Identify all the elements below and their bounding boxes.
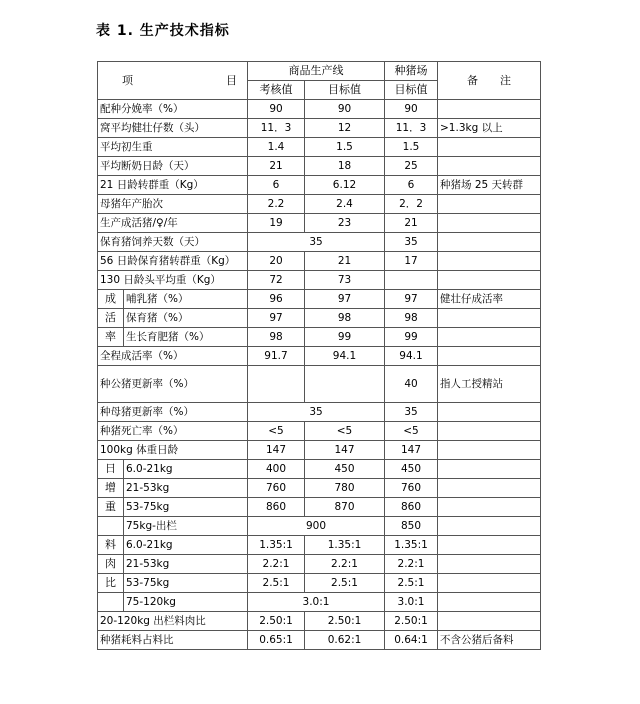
group-side-label: [98, 593, 124, 612]
table-row: [98, 100, 541, 119]
target-value-cell: [305, 366, 385, 403]
group-side-label: 料: [98, 536, 124, 555]
assess-value-cell: 11．3: [248, 119, 305, 138]
notes-cell: [438, 574, 541, 593]
target-value-cell: 1.35:1: [305, 536, 385, 555]
header-row-1: [98, 62, 541, 81]
row-label: 窝平均健壮仔数（头）: [98, 119, 248, 138]
target-value-cell: 450: [305, 460, 385, 479]
notes-cell: [438, 555, 541, 574]
breed-target-cell: 97: [385, 290, 438, 309]
target-value-cell: 98: [305, 309, 385, 328]
row-label: 21-53kg: [124, 479, 248, 498]
merged-value-cell: 900: [248, 517, 385, 536]
target-value-cell: 97: [305, 290, 385, 309]
group-side-label: 肉: [98, 555, 124, 574]
row-label: 平均断奶日龄（天）: [98, 157, 248, 176]
notes-header: 备 注: [438, 62, 541, 100]
table-row: [98, 498, 541, 517]
target-value-cell: 12: [305, 119, 385, 138]
row-label: 75-120kg: [124, 593, 248, 612]
breed-target-cell: 94.1: [385, 347, 438, 366]
table-row: [98, 555, 541, 574]
table-row: [98, 309, 541, 328]
table-row: [98, 233, 541, 252]
target-value-cell: 1.5: [305, 138, 385, 157]
notes-cell: [438, 347, 541, 366]
row-label: 种猪死亡率（%）: [98, 422, 248, 441]
notes-cell: [438, 517, 541, 536]
table-row: [98, 176, 541, 195]
breed-target-cell: 3.0:1: [385, 593, 438, 612]
table-row: [98, 271, 541, 290]
notes-cell: [438, 233, 541, 252]
target-value-cell: 90: [305, 100, 385, 119]
breed-target-cell: 1.35:1: [385, 536, 438, 555]
breed-target-cell: 2.50:1: [385, 612, 438, 631]
assess-value-header: 考核值: [248, 81, 305, 100]
target-value-cell: 94.1: [305, 347, 385, 366]
breed-target-cell: 90: [385, 100, 438, 119]
row-label: 生长育肥猪（%）: [124, 328, 248, 347]
row-label: 6.0-21kg: [124, 460, 248, 479]
notes-cell: [438, 271, 541, 290]
assess-value-cell: 860: [248, 498, 305, 517]
assess-value-cell: 91.7: [248, 347, 305, 366]
target-value-cell: 21: [305, 252, 385, 271]
row-label: 种公猪更新率（%）: [98, 366, 248, 403]
notes-cell: [438, 100, 541, 119]
target-value-cell: 870: [305, 498, 385, 517]
notes-cell: [438, 214, 541, 233]
row-label: 100kg 体重日龄: [98, 441, 248, 460]
notes-cell: >1.3kg 以上: [438, 119, 541, 138]
breed-target-cell: 2.2:1: [385, 555, 438, 574]
breeding-farm-header: 种猪场: [385, 62, 438, 81]
merged-value-cell: 35: [248, 403, 385, 422]
row-label: 全程成活率（%）: [98, 347, 248, 366]
assess-value-cell: 1.4: [248, 138, 305, 157]
notes-cell: [438, 403, 541, 422]
row-label: 母猪年产胎次: [98, 195, 248, 214]
target-value-header: 目标值: [305, 81, 385, 100]
table-title: 表 1. 生产技术指标: [96, 23, 230, 39]
group-side-label: 重: [98, 498, 124, 517]
breed-target-cell: 99: [385, 328, 438, 347]
commercial-line-header: 商品生产线: [248, 62, 385, 81]
assess-value-cell: 6: [248, 176, 305, 195]
breed-target-cell: 450: [385, 460, 438, 479]
table-row: [98, 441, 541, 460]
target-value-cell: 2.4: [305, 195, 385, 214]
table-row: [98, 119, 541, 138]
assess-value-cell: 90: [248, 100, 305, 119]
target-value-cell: 0.62:1: [305, 631, 385, 650]
table-row: [98, 138, 541, 157]
table-row: [98, 214, 541, 233]
target-value-cell: 2.2:1: [305, 555, 385, 574]
notes-cell: 指人工授精站: [438, 366, 541, 403]
assess-value-cell: 2.5:1: [248, 574, 305, 593]
notes-cell: [438, 498, 541, 517]
assess-value-cell: 400: [248, 460, 305, 479]
target-value-cell: 23: [305, 214, 385, 233]
table-row: [98, 347, 541, 366]
notes-cell: [438, 593, 541, 612]
item-header: [98, 62, 248, 100]
table-row: [98, 403, 541, 422]
breed-target-cell: 35: [385, 233, 438, 252]
row-label: 保育猪饲养天数（天）: [98, 233, 248, 252]
group-side-label: 增: [98, 479, 124, 498]
target-value-cell: 99: [305, 328, 385, 347]
merged-value-cell: 3.0:1: [248, 593, 385, 612]
table-row: [98, 593, 541, 612]
row-label: 配种分娩率（%）: [98, 100, 248, 119]
breed-target-cell: 21: [385, 214, 438, 233]
notes-cell: [438, 309, 541, 328]
row-label: 保育猪（%）: [124, 309, 248, 328]
notes-cell: [438, 138, 541, 157]
table-row: [98, 631, 541, 650]
merged-value-cell: 35: [248, 233, 385, 252]
target-value-cell: 18: [305, 157, 385, 176]
table-row: [98, 479, 541, 498]
assess-value-cell: [248, 366, 305, 403]
assess-value-cell: 97: [248, 309, 305, 328]
row-label: 20-120kg 出栏料肉比: [98, 612, 248, 631]
table-row: [98, 422, 541, 441]
notes-cell: 种猪场 25 天转群: [438, 176, 541, 195]
notes-cell: [438, 612, 541, 631]
table-row: [98, 366, 541, 403]
target-value-cell: <5: [305, 422, 385, 441]
notes-cell: [438, 252, 541, 271]
breed-target-cell: 98: [385, 309, 438, 328]
target-value-cell: 6.12: [305, 176, 385, 195]
table-row: [98, 460, 541, 479]
breed-target-cell: 40: [385, 366, 438, 403]
target-value-cell: 780: [305, 479, 385, 498]
breed-target-cell: 35: [385, 403, 438, 422]
table-row: [98, 252, 541, 271]
group-side-label: [98, 517, 124, 536]
item-header-right: 目: [226, 73, 237, 87]
table-row: [98, 195, 541, 214]
notes-cell: [438, 441, 541, 460]
assess-value-cell: 2.2: [248, 195, 305, 214]
notes-cell: [438, 536, 541, 555]
assess-value-cell: 760: [248, 479, 305, 498]
table-row: [98, 290, 541, 309]
table-row: [98, 517, 541, 536]
row-label: 6.0-21kg: [124, 536, 248, 555]
table-row: [98, 574, 541, 593]
assess-value-cell: 21: [248, 157, 305, 176]
row-label: 53-75kg: [124, 574, 248, 593]
item-header-left: 项: [122, 73, 133, 87]
breed-target-cell: 25: [385, 157, 438, 176]
breed-target-cell: 17: [385, 252, 438, 271]
group-side-label: 日: [98, 460, 124, 479]
assess-value-cell: <5: [248, 422, 305, 441]
row-label: 56 日龄保育猪转群重（Kg）: [98, 252, 248, 271]
row-label: 平均初生重: [98, 138, 248, 157]
row-label: 130 日龄头平均重（Kg）: [98, 271, 248, 290]
notes-cell: [438, 460, 541, 479]
breed-target-cell: 2．2: [385, 195, 438, 214]
breed-target-cell: 2.5:1: [385, 574, 438, 593]
target-value-cell: 147: [305, 441, 385, 460]
assess-value-cell: 72: [248, 271, 305, 290]
breed-target-cell: [385, 271, 438, 290]
breed-target-cell: 11．3: [385, 119, 438, 138]
breed-target-cell: <5: [385, 422, 438, 441]
notes-cell: [438, 157, 541, 176]
breed-target-cell: 6: [385, 176, 438, 195]
table-row: [98, 328, 541, 347]
assess-value-cell: 20: [248, 252, 305, 271]
notes-cell: [438, 479, 541, 498]
breed-target-cell: 760: [385, 479, 438, 498]
breed-target-cell: 0.64:1: [385, 631, 438, 650]
target-value-cell: 73: [305, 271, 385, 290]
notes-cell: [438, 195, 541, 214]
breed-target-cell: 147: [385, 441, 438, 460]
assess-value-cell: 147: [248, 441, 305, 460]
row-label: 21-53kg: [124, 555, 248, 574]
table-row: [98, 536, 541, 555]
row-label: 21 日龄转群重（Kg）: [98, 176, 248, 195]
table-row: [98, 157, 541, 176]
assess-value-cell: 2.2:1: [248, 555, 305, 574]
table-row: [98, 612, 541, 631]
assess-value-cell: 19: [248, 214, 305, 233]
notes-cell: 不含公猪后备料: [438, 631, 541, 650]
row-label: 75kg-出栏: [124, 517, 248, 536]
breed-target-cell: 860: [385, 498, 438, 517]
assess-value-cell: 2.50:1: [248, 612, 305, 631]
row-label: 哺乳猪（%）: [124, 290, 248, 309]
notes-cell: 健壮仔成活率: [438, 290, 541, 309]
notes-cell: [438, 422, 541, 441]
group-side-label: 率: [98, 328, 124, 347]
assess-value-cell: 98: [248, 328, 305, 347]
group-side-label: 活: [98, 309, 124, 328]
row-label: 种母猪更新率（%）: [98, 403, 248, 422]
row-label: 生产成活猪/♀/年: [98, 214, 248, 233]
breed-target-header: 目标值: [385, 81, 438, 100]
group-side-label: 比: [98, 574, 124, 593]
assess-value-cell: 1.35:1: [248, 536, 305, 555]
notes-cell: [438, 328, 541, 347]
row-label: 种猪耗料占料比: [98, 631, 248, 650]
row-label: 53-75kg: [124, 498, 248, 517]
assess-value-cell: 0.65:1: [248, 631, 305, 650]
target-value-cell: 2.5:1: [305, 574, 385, 593]
group-side-label: 成: [98, 290, 124, 309]
assess-value-cell: 96: [248, 290, 305, 309]
breed-target-cell: 850: [385, 517, 438, 536]
target-value-cell: 2.50:1: [305, 612, 385, 631]
production-indicator-table: [97, 61, 541, 650]
breed-target-cell: 1.5: [385, 138, 438, 157]
